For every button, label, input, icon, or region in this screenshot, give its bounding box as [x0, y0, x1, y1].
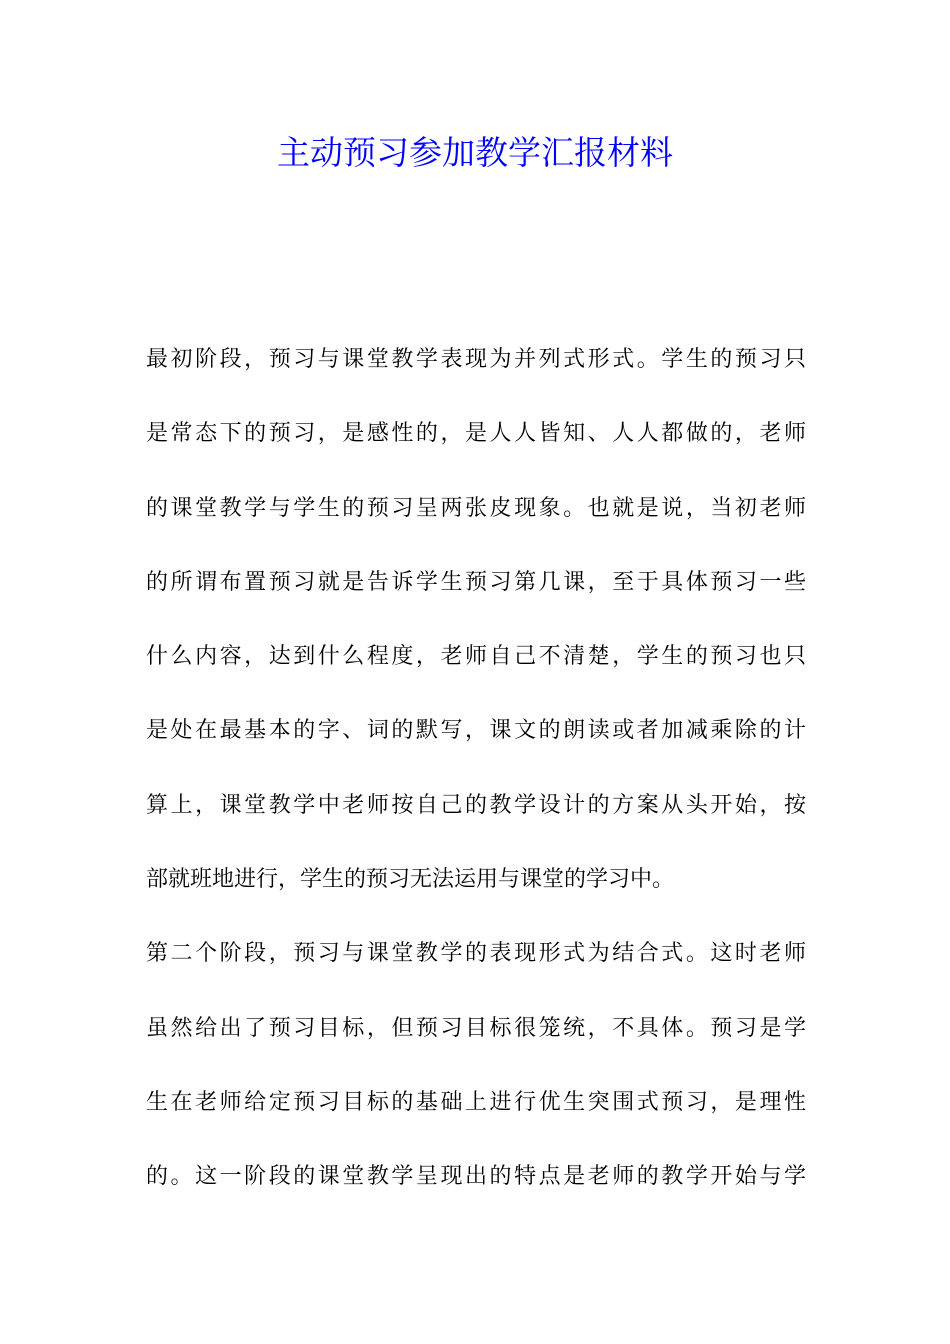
- document-body: [146, 337, 806, 1229]
- body-line: 是处在最基本的字、词的默写，课文的朗读或者加减乘除的计: [146, 718, 806, 744]
- body-line: 算上，课堂教学中老师按自己的教学设计的方案从头开始，按: [146, 792, 806, 818]
- body-line: 虽然给出了预习目标，但预习目标很笼统，不具体。预习是学: [146, 1015, 806, 1041]
- body-line: 什么内容，达到什么程度，老师自己不清楚，学生的预习也只: [146, 644, 806, 670]
- body-line: 的。这一阶段的课堂教学呈现出的特点是老师的教学开始与学: [146, 1164, 806, 1190]
- body-line: 是常态下的预习，是感性的，是人人皆知、人人都做的，老师: [146, 421, 806, 447]
- body-line: 第二个阶段，预习与课堂教学的表现形式为结合式。这时老师: [146, 941, 806, 967]
- body-line: 部就班地进行，学生的预习无法运用与课堂的学习中。: [146, 867, 675, 893]
- body-line: 最初阶段，预习与课堂教学表现为并列式形式。学生的预习只: [146, 347, 806, 372]
- document-title: 主动预习参加教学汇报材料: [277, 133, 673, 172]
- body-line: 生在老师给定预习目标的基础上进行优生突围式预习，是理性: [146, 1089, 806, 1115]
- body-line: 的课堂教学与学生的预习呈两张皮现象。也就是说，当初老师: [146, 495, 806, 521]
- body-line: 的所谓布置预习就是告诉学生预习第几课，至于具体预习一些: [146, 569, 806, 595]
